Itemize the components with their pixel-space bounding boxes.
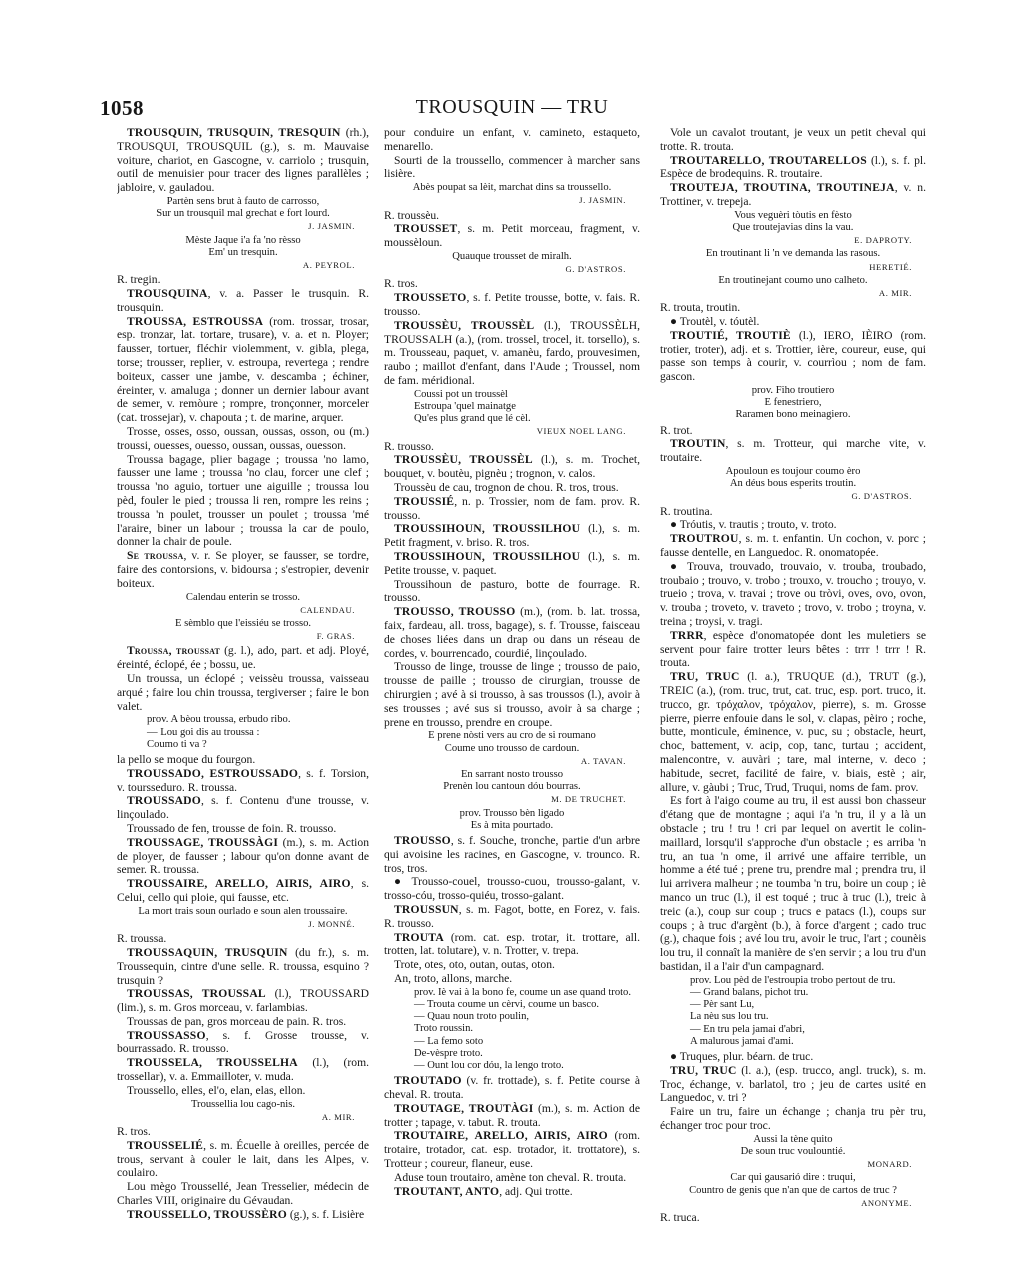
dictionary-entry (384, 154, 640, 182)
entry-definition: (m.), s. m. Action de ployer, de fausser ; labour qu'on donne avant de semer. R. troussa. (117, 835, 369, 877)
verse-line: E fenestriero, (764, 397, 822, 409)
verse-quotation (384, 389, 640, 438)
entry-definition: , s. f. Petite trousse, botte, v. fais. R. trousso. (384, 291, 640, 318)
verse-attribution: G. D'ASTROS. (565, 264, 626, 275)
dictionary-entry (384, 1129, 640, 1170)
verse-attribution: MONARD. (867, 1159, 912, 1170)
dictionary-entry (117, 932, 369, 946)
entry-headword: TROUSSAIRE, ARELLO, AIRIS, AIRO (127, 877, 351, 891)
verse-line: Coumo ti va ? (147, 738, 207, 750)
entry-definition: (g.), s. f. Lisière (286, 1207, 365, 1221)
verse-attribution: A. TAVAN. (580, 755, 626, 766)
entry-headword: TROUSSÈU, TROUSSÈL (394, 318, 535, 332)
dictionary-entry (660, 315, 926, 329)
verse-line: prov. Trousso bèn ligado (459, 807, 565, 819)
dictionary-entry (117, 1084, 369, 1098)
entry-headword: TRRR (670, 628, 704, 642)
dictionary-entry (117, 1029, 369, 1057)
entry-definition: Aduse toun troutairo, amène ton cheval. R. trouta. (394, 1170, 627, 1184)
entry-headword: TROUSSELA, TROUSSELHA (127, 1056, 298, 1070)
entry-definition: , v. n. Trottiner, v. trepeja. (660, 181, 926, 208)
entry-headword: TROUSQUINA (127, 287, 208, 300)
dictionary-entry (660, 1050, 926, 1064)
verse-line: La nèu sus lou tru. (690, 1011, 769, 1023)
column-2 (384, 126, 640, 1238)
entry-definition: Troussello, elles, el'o, elan, elas, ellon. (127, 1083, 306, 1097)
verse-line: — Ount lou cor dóu, la lengo troto. (414, 1059, 564, 1071)
verse-attribution: J. JASMIN. (308, 221, 355, 232)
entry-definition: (l.), s. m. Trochet, bouquet, v. boutèu, pignèu ; trognon, v. calos. (384, 453, 640, 481)
entry-definition: Vole un cavalot troutant, je veux un petit cheval qui trotte. R. trouta. (660, 126, 926, 153)
running-title: TROUSQUIN — TRU (415, 96, 609, 118)
entry-headword: TROUTADO (394, 1074, 462, 1088)
entry-headword: TROUSSAS, TROUSSAL (127, 987, 266, 1001)
verse-line: Coume uno trousso de cardoun. (444, 742, 580, 754)
dictionary-entry (117, 836, 369, 877)
dictionary-entry (117, 767, 369, 795)
verse-quotation (117, 592, 369, 616)
verse-line: prov. A bèou troussa, erbudo ribo. (147, 714, 291, 726)
column-1 (117, 126, 369, 1238)
entry-definition: R. tros. (384, 277, 418, 291)
entry-definition: An, troto, allons, marche. (394, 971, 513, 985)
running-head (0, 96, 1024, 122)
entry-definition: Troussihoun de pasturo, botte de fourrage. R. trousso. (384, 577, 640, 605)
verse-line: De soun truc voulountié. (740, 1145, 846, 1157)
entry-headword: Troussa, troussat (127, 644, 221, 658)
dictionary-entry (384, 453, 640, 481)
entry-definition: R. trouta, troutin. (660, 301, 741, 315)
entry-definition: R. troutina. (660, 504, 713, 518)
verse-quotation (384, 769, 640, 806)
entry-definition: (l.), s. f. pl. Espèce de brodequins. R. troutaire. (660, 153, 926, 181)
dictionary-entry (384, 1185, 640, 1199)
dictionary-entry (117, 794, 369, 822)
dictionary-entry (660, 181, 926, 209)
verse-line: prov. Lou pèd de l'estroupia trobo pertout de tru. (690, 974, 896, 986)
dictionary-entry (117, 753, 369, 767)
entry-definition: R. tros. (117, 1125, 151, 1139)
entry-definition: Un troussa, un éclopé ; veissèu troussa, vaisseau arqué ; faire lou chin troussa, tergiverser ; faire le bon valet. (117, 671, 369, 713)
entry-definition: (m.), s. m. Action de trotter ; tapage, v. tabut. R. trouta. (384, 1101, 640, 1129)
verse-line: Estroupa 'quel mainatge (414, 400, 516, 412)
verse-line: Aussi la tène quito (753, 1133, 833, 1145)
entry-headword: TROUTEJA, TROUTINA, TROUTINEJA (670, 181, 895, 195)
verse-line: Mèste Jaque i'a fa 'no rèsso (185, 234, 301, 246)
entry-definition: pour conduire un enfant, v. camineto, estaqueto, menarello. (384, 126, 640, 153)
verse-quotation (384, 987, 640, 1072)
dictionary-entry (384, 522, 640, 550)
verse-quotation (384, 182, 640, 206)
verse-line: Es à mita pourtado. (470, 819, 554, 831)
verse-line: Que troutejavias dins la vau. (732, 221, 854, 233)
dictionary-entry (117, 1056, 369, 1084)
entry-headword: TROUSSADO, ESTROUSSADO (127, 766, 299, 780)
dictionary-entry (384, 291, 640, 319)
dictionary-entry (660, 437, 926, 465)
entry-definition: (l. a.), (esp. trucco, angl. truck), s. m. Troc, échange, v. barlatol, tro ; jeu de cartes usité en Languedoc, v. tri ? (660, 1063, 926, 1105)
verse-line: Car qui gausarió dire : truqui, (730, 1172, 856, 1184)
verse-attribution: HERETIÉ. (869, 261, 912, 272)
entry-headword: TROUSSAQUIN, TRUSQUIN (127, 945, 288, 959)
entry-definition: , s. m. Trotteur, qui marche vite, v. troutaire. (660, 437, 926, 465)
dictionary-entry (384, 440, 640, 454)
verse-attribution: J. JASMIN. (579, 195, 626, 206)
entry-headword: TRU, TRUC (670, 1063, 737, 1077)
verse-line: Qu'es plus grand que lé cèl. (414, 413, 531, 425)
verse-line: Apouloun es toujour coumo èro (725, 465, 861, 477)
dictionary-entry (384, 875, 640, 903)
dictionary-entry (384, 481, 640, 495)
verse-line: Raramen bono meinagiero. (735, 409, 851, 421)
entry-definition: ● Tróutis, v. trautis ; trouto, v. troto. (670, 518, 837, 532)
entry-definition: , s. f. Souche, tronche, partie d'un arbre qui avoisine les racines, en Gascogne, v. trounco. R. tros, tros. (384, 833, 640, 875)
verse-line: Coussi pot un troussèl (414, 388, 508, 400)
entry-headword: TROUSSIHOUN, TROUSSILHOU (394, 522, 581, 536)
entry-definition: ● Troutèl, v. tóutèl. (670, 315, 760, 328)
entry-definition: (du fr.), s. m. Troussequin, cintre d'une selle. R. troussa, esquino ? trusquin ? (117, 945, 369, 987)
entry-headword: TROUSSÈU, TROUSSÈL (394, 453, 533, 467)
entry-definition: (l. a.), TRUQUE (d.), TRUT (g.), TREIC (a.), (rom. truc, trut, cat. truc, esp. port. truco, it. trucco, gr. τρόχαλον, τρόχαλον, pierre), s. m. Grosse pierre, pierre enfouie dans le sol, v. clapas, pèiro ; roche, butte, monticule, éminence, v. puc, su ; obstacle, heurt, choc, battement, v. acip, cop, tanc, turtau ; accident, malencontre, v. auvàri ; tare, mal interne, v. deco ; habitude, secret, facilité de faire, v. biais, estè ; air, allure, v. gàubi ; Truc, Trud, Truqui, noms de fam. prov. (660, 670, 926, 794)
dictionary-entry (660, 518, 926, 532)
verse-attribution: G. D'ASTROS. (851, 491, 912, 502)
entry-definition: la pello se moque du fourgon. (117, 752, 256, 766)
verse-line: prov. Fiho troutiero (751, 384, 835, 396)
dictionary-entry (117, 126, 369, 195)
entry-definition: ● Trousso-couel, trousso-cuou, trousso-galant, v. trosso-cóu, trosso-quiéu, trosso-galant. (384, 875, 640, 903)
entry-definition: , s. f. Contenu d'une trousse, v. linçoulado. (117, 794, 369, 822)
dictionary-entry (117, 453, 369, 550)
dictionary-entry (384, 222, 640, 250)
verse-line: — La femo soto (414, 1035, 484, 1047)
verse-attribution: M. DE TRUCHET. (551, 794, 626, 805)
verse-line: Troussellia lou cago-nis. (190, 1098, 296, 1110)
verse-line: — Grand balans, pichot tru. (690, 986, 809, 998)
verse-line: Partèn sens brut à fauto de carrosso, (166, 195, 320, 207)
entry-headword: TROUSSIHOUN, TROUSSILHOU (394, 549, 581, 563)
verse-line: A malurous jamai d'ami. (690, 1035, 794, 1047)
dictionary-entry (384, 834, 640, 875)
dictionary-entry (384, 931, 640, 959)
entry-headword: TROUSSO (394, 833, 451, 847)
verse-quotation (660, 248, 926, 272)
verse-line: Abès poupat sa lèit, marchat dins sa troussello. (412, 182, 612, 194)
verse-line: Vous veguèri tòutis en fèsto (734, 209, 852, 221)
dictionary-entry (660, 329, 926, 384)
entry-definition: (m.), (rom. b. lat. trossa, faix, fardeau, all. tross, bagage), s. f. Trousse, faisceau de choses liées dans un drap ou dans un réseau de cordes, v. bourrencado, courdié, linçoulado. (384, 605, 640, 660)
entry-definition: R. troussa. (117, 932, 167, 946)
entry-headword: TROUSSELLO, TROUSSÈRO (127, 1207, 287, 1221)
entry-headword: TROUTAIRE, ARELLO, AIRIS, AIRO (394, 1129, 608, 1143)
dictionary-entry (117, 287, 369, 315)
entry-headword: TROUTARELLO, TROUTARELLOS (670, 153, 867, 167)
dictionary-entry (384, 578, 640, 606)
verse-line: De-vèspre troto. (414, 1047, 483, 1059)
dictionary-entry (117, 1139, 369, 1180)
entry-definition: (l.), TROUSSARD (lim.), s. m. Gros morceau, v. farlambias. (117, 987, 369, 1015)
entry-definition: Troussas de pan, gros morceau de pain. R. tros. (127, 1014, 347, 1028)
verse-line: Calendau enterin se trosso. (185, 591, 301, 603)
verse-quotation (117, 1099, 369, 1123)
entry-definition: R. tregin. (117, 273, 161, 287)
dictionary-entry (117, 1208, 369, 1222)
entry-definition: (rom. trotaire, trotador, cat. esp. trotador, it. trottatore), s. Trotteur ; coureur, flaneur, euse. (384, 1129, 640, 1170)
verse-line: — Quau noun troto poulin, (414, 1011, 530, 1023)
verse-line: — En tru pela jamai d'abri, (690, 1023, 805, 1035)
entry-headword: TROUSSUN (394, 902, 459, 916)
entry-headword: TROUTA (394, 930, 444, 944)
entry-definition: Lou mègo Troussellé, Jean Tresselier, médecin de Charles VIII, originaire du Gévaudan. (117, 1180, 369, 1208)
entry-headword: TROUTROU (670, 532, 739, 546)
dictionary-entry (384, 660, 640, 729)
entry-definition: Trote, otes, oto, outan, outas, oton. (394, 958, 555, 972)
verse-quotation (384, 251, 640, 275)
entry-headword: TROUSSO, TROUSSO (394, 605, 516, 619)
verse-quotation (660, 466, 926, 503)
dictionary-entry (384, 1074, 640, 1102)
entry-headword: TROUTANT, ANTO (394, 1184, 500, 1198)
entry-definition: Troussa bagage, plier bagage ; troussa 'no lamo, fausser une lame ; troussa 'no clau, forcer une clef ; troussa 'no aguio, tortuer une aiguille ; troussa lou pèd, fouler le pied ; troussa li ren, rompre les reins ; troussa 'n poulet, trousser un poulet ; troussa 'mé l'araire, biner un labour ; troussa la car de poulo, donner la chair de poule. (117, 452, 369, 549)
verse-attribution: VIEUX NOEL LANG. (536, 426, 626, 437)
entry-definition: R. troussèu. (384, 208, 440, 222)
entry-definition: , s. f. Grosse trousse, v. bourrassado. R. trousso. (117, 1028, 369, 1056)
verse-line: Sur un trousquil mal grechat e fort lourd. (156, 208, 330, 220)
entry-definition: Trosse, osses, osso, oussan, oussas, osson, ou (m.) troussi, ouesses, ouesso, oussan, oussas, ouesson. (117, 424, 369, 452)
verse-quotation (117, 196, 369, 233)
verse-quotation (117, 618, 369, 642)
verse-quotation (117, 906, 369, 930)
dictionary-entry (384, 903, 640, 931)
entry-definition: (rh.), TROUSQUI, TROUSQUIL (g.), s. m. Mauvaise voiture, chariot, en Gascogne, v. carriolo ; trusquin, outil de menuisier pour tracer des lignes parallèles ; jabloire, v. gauladou. (117, 126, 369, 195)
verse-attribution: ANONYME. (861, 1197, 912, 1208)
column-3 (660, 126, 926, 1238)
entry-definition: (rom. cat. esp. trotar, it. trottare, all. trotten, lat. tolutare), v. n. Trotter, v. trepa. (384, 930, 640, 958)
verse-attribution: J. MONNÉ. (308, 918, 355, 929)
entry-definition: Trousso de linge, trousse de linge ; trousso de paio, trousse de paille ; trousso de cirurgian, trousse de chirurgien ; avé à si trousso, à sas troussos (l.), avoir à ses trousses ; avé sus si trousso, avoir à sa charge ; prene en trousso, prendre en croupe. (384, 660, 640, 729)
entry-headword: TROUSQUIN, TRUSQUIN, TRESQUIN (127, 126, 341, 139)
entry-definition: , s. m. Petit morceau, fragment, v. moussèloun. (384, 222, 640, 250)
dictionary-entry (384, 550, 640, 578)
verse-line: E sèmblo que l'eissiéu se trosso. (174, 617, 312, 629)
dictionary-entry (660, 629, 926, 670)
entry-definition: (l.), s. m. Petit fragment, v. briso. R. tros. (384, 522, 640, 550)
dictionary-entry (117, 1125, 369, 1139)
dictionary-entry (117, 946, 369, 987)
dictionary-entry (384, 1102, 640, 1130)
entry-definition: (v. fr. trottade), s. f. Petite course à cheval. R. trouta. (384, 1074, 640, 1101)
verse-line: Em' un tresquin. (208, 246, 278, 258)
dictionary-entry (660, 1105, 926, 1133)
page-number: 1058 (100, 96, 144, 120)
entry-headword: TRU, TRUC (670, 670, 740, 684)
dictionary-entry (117, 315, 369, 425)
dictionary-entry (117, 1180, 369, 1208)
entry-definition: , s. m. Fagot, botte, en Forez, v. fais. R. trousso. (384, 902, 640, 930)
dictionary-entry (660, 794, 926, 973)
entry-definition: , s. m. t. enfantin. Un cochon, v. porc ; fausse dentelle, en Languedoc. R. onomatopée. (660, 532, 926, 559)
verse-line: Prenèn lou cantoun dóu bourras. (443, 781, 581, 793)
dictionary-entry (117, 987, 369, 1015)
entry-definition: (l.), IERO, IÈIRO (rom. trotier, troter), adj. et s. Trottier, ière, coureur, euse, qui passe son temps à courir, v. courrìou ; nom de fam. gascon. (660, 328, 926, 384)
dictionary-entry (384, 1171, 640, 1185)
entry-definition: (l.), TROUSSÈLH, TROUSSALH (a.), (rom. trossel, trocel, it. torsello), s. m. Trousseau, paquet, v. amanèu, fardo, prouvesimen, raubo ; maillot d'enfant, dans l'Aude ; Troussel, nom de fam. méridional. (384, 318, 640, 387)
verse-attribution: A. PEYROL. (302, 260, 355, 270)
verse-quotation (660, 1134, 926, 1171)
verse-quotation (660, 275, 926, 299)
dictionary-entry (384, 277, 640, 291)
verse-line: En troutinejant coumo uno calheto. (718, 274, 868, 286)
entry-definition: , espèce d'onomatopée dont les muletiers se servent pour faire trotter leurs bêtes : trrr ! trrr ! R. trouta. (660, 628, 926, 670)
verse-quotation (660, 975, 926, 1048)
entry-headword: TROUSSELIÉ (127, 1138, 204, 1152)
entry-definition: , s. f. Torsion, v. toursseduro. R. troussa. (117, 766, 369, 794)
dictionary-entry (660, 154, 926, 182)
verse-line: — Pèr sant Lu, (690, 999, 755, 1011)
verse-line: La mort trais soun ourlado e soun alen troussaire. (138, 905, 348, 917)
entry-headword: TROUTIN (670, 437, 726, 451)
dictionary-entry (384, 495, 640, 523)
entry-definition: R. trousso. (384, 439, 434, 453)
verse-quotation (384, 730, 640, 767)
dictionary-entry (117, 273, 369, 287)
entry-definition: Troussèu de cau, trognon de chou. R. tros, trous. (394, 480, 619, 494)
verse-quotation (660, 385, 926, 422)
entry-definition: ● Truques, plur. béarn. de truc. (670, 1049, 814, 1063)
dictionary-entry (660, 126, 926, 154)
verse-line: Troto roussin. (414, 1023, 474, 1035)
verse-attribution: A. MIR. (878, 288, 912, 298)
entry-headword: Se troussa (127, 549, 184, 563)
verse-line: Countro de genis que n'an que de cartos de truc ? (689, 1184, 897, 1196)
verse-quotation (384, 808, 640, 832)
entry-definition: , s. Celui, cello qui ploie, qui fausse, etc. (117, 877, 369, 904)
entry-definition: (rom. trossar, trosar, esp. tronzar, lat. tortare, trusare), v. a. et n. Ployer; fausser, tortuer, fléchir violemment, v. gibla, plega, torse; trousser, replier, v. estroupa, revertega ; rendre boiteux, casser une jambe, v. descamba ; échiner, éreinter, v. amaluga ; donner un dernier labour avant de semer, v. remòure ; rompre, tronçonner, morceler (cat. trossejar), v. chapouta ; t. de marine, arquer. (117, 314, 369, 425)
verse-attribution: E. DAPROTY. (854, 235, 912, 246)
entry-headword: TROUSSET (394, 222, 458, 236)
dictionary-entry (660, 424, 926, 438)
entry-headword: TROUTAGE, TROUTÀGI (394, 1101, 534, 1115)
dictionary-entry (117, 1015, 369, 1029)
entry-headword: TROUTIÉ, TROUTIÈ (670, 328, 791, 342)
dictionary-entry (384, 126, 640, 154)
verse-line: En troutinant li 'n ve demanda las rasous. (705, 248, 881, 260)
verse-line: Quauque trousset de miralh. (452, 250, 572, 262)
verse-line: En sarrant nosto trousso (460, 768, 564, 780)
verse-attribution: F. GRAS. (316, 631, 355, 642)
entry-definition: Sourti de la troussello, commencer à marcher sans lisière. (384, 153, 640, 181)
entry-definition: , v. a. Passer le trusquin. R. trousquin. (117, 287, 369, 314)
dictionary-entry (384, 972, 640, 986)
entry-definition: Faire un tru, faire un échange ; chanja tru pèr tru, échanger troc pour troc. (660, 1105, 926, 1132)
dictionary-entry (117, 672, 369, 713)
dictionary-entry (660, 301, 926, 315)
entry-definition: , s. m. Écuelle à oreilles, percée de trous, servant à couler le lait, dans les Alpes, v. coulairo. (117, 1138, 369, 1180)
verse-quotation (660, 210, 926, 247)
dictionary-entry (384, 319, 640, 388)
dictionary-entry (117, 644, 369, 672)
verse-attribution: A. MIR. (321, 1111, 355, 1122)
entry-definition: R. truca. (660, 1210, 700, 1224)
entry-headword: TROUSSAGE, TROUSSÀGI (127, 835, 279, 849)
verse-line: prov. Iè vai à la bono fe, coume un ase quand troto. (414, 986, 632, 998)
entry-definition: , n. p. Trossier, nom de fam. prov. R. trousso. (384, 494, 640, 522)
verse-line: — Trouta coume un cèrvi, coume un basco. (414, 998, 600, 1010)
dictionary-entry (117, 425, 369, 453)
verse-attribution: CALENDAU. (300, 604, 355, 615)
entry-definition: Es fort à l'aigo coume au tru, il est aussi bon chasseur d'étang que de montagne ; aqui i'a 'n tru, il y a là un obstacle ; tru ! tru ! cri par lequel on avertit le colin-maillard, lorsqu'il s'approche d'un obstacle ; es arriba 'n tru, an tua 'n ome, il arrivé une affaire terrible, un homme a été tué ; prene tru, prendre mal ; prendra tru, il lui arrivera malheur ; ne toumba 'n tru, boire un coup ; iè manco un truc (l.), il est toqué ; truc à truc (l.), treic à treic (a.), coup sur coup ; trucs e patacs (l.), coups sur coups ; à truc d'argènt (b.), à force d'argent ; cado truc (g.), chaque fois ; avé lou tru, avoir le truc, l'art ; counèis lou tru, il connaît la manière de s'en servir ; a lou tru d'un bastidan, il a l'air d'un campagnard. (660, 794, 926, 973)
entry-headword: TROUSSETO (394, 291, 467, 305)
entry-definition: , adj. Qui trotte. (499, 1184, 573, 1198)
entry-headword: TROUSSA, ESTROUSSA (127, 314, 264, 328)
entry-headword: TROUSSASSO (127, 1028, 206, 1042)
dictionary-entry (660, 560, 926, 629)
entry-definition: , v. r. Se ployer, se fausser, se tordre, faire des contorsions, v. bidoursa ; s'estropier, devenir boiteux. (117, 549, 369, 590)
verse-line: E prene nòsti vers au cro de si roumano (428, 730, 596, 742)
entry-headword: TROUSSIÉ (394, 494, 455, 508)
entry-definition: (l.), (rom. trossellar), v. a. Emmailloter, v. muda. (117, 1056, 369, 1084)
verse-line: — Lou goi dis au troussa : (147, 726, 260, 738)
dictionary-entry (660, 1211, 926, 1225)
dictionary-entry (384, 958, 640, 972)
verse-quotation (117, 714, 369, 751)
verse-quotation (660, 1172, 926, 1209)
dictionary-entry (117, 822, 369, 836)
dictionary-entry (660, 670, 926, 794)
entry-definition: ● Trouva, trouvado, trouvaio, v. trouba, troubado, troubaio ; trouvo, v. trobo ; trouxo, v. troucho ; trouyo, v. trueio ; trova, v. travai ; trove ou tròvi, oves, ovo, ovon, v. trouba ; troveto, v. traveto ; trovo, v. trobo ; troyna, v. treina ; troysi, v. tragi. (660, 559, 926, 628)
dictionary-entry (384, 209, 640, 223)
dictionary-entry (660, 1064, 926, 1105)
dictionary-entry (660, 532, 926, 560)
entry-definition: (g. l.), ado, part. et adj. Ployé, éreinté, éclopé, ée ; bossu, ue. (117, 644, 369, 672)
verse-line: An déus bous esperits troutin. (729, 478, 857, 490)
entry-headword: TROUSSADO (127, 794, 201, 808)
dictionary-entry (117, 549, 369, 590)
dictionary-entry (117, 877, 369, 905)
verse-quotation (117, 235, 369, 272)
entry-definition: R. trot. (660, 423, 693, 437)
dictionary-entry (660, 505, 926, 519)
dictionary-entry (384, 605, 640, 660)
entry-definition: Troussado de fen, trousse de foin. R. trousso. (127, 821, 337, 835)
entry-definition: (l.), s. m. Petite trousse, v. paquet. (384, 549, 640, 577)
